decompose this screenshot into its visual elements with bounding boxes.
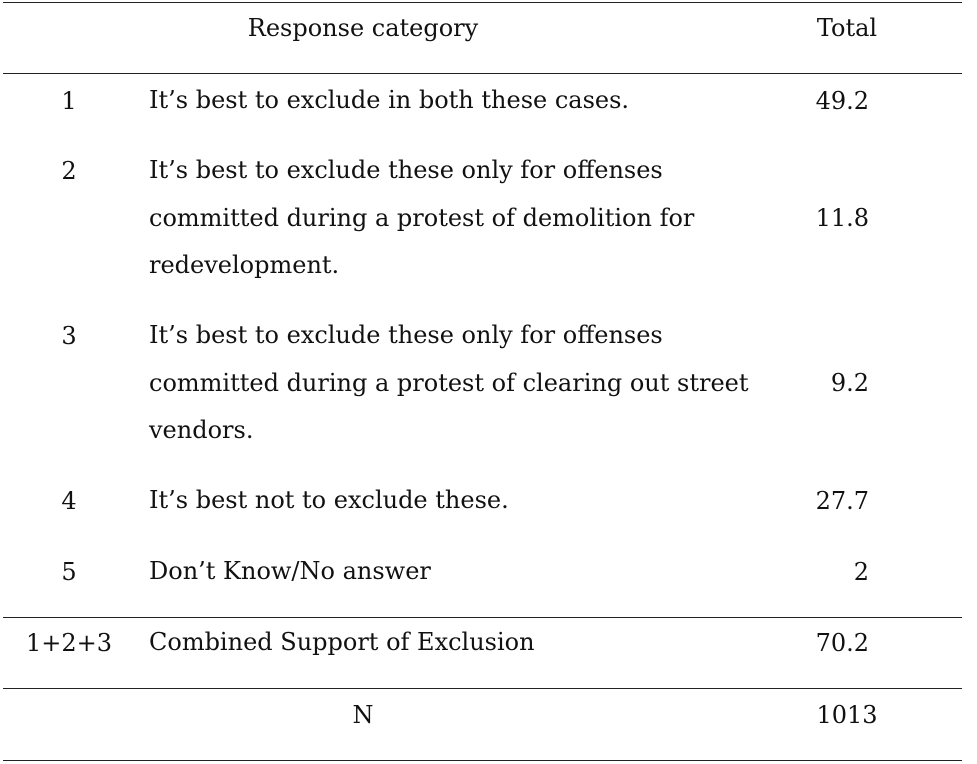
row-4-text bbox=[149, 477, 749, 525]
combined-label: Combined Support of Exclusion bbox=[149, 628, 535, 656]
row-4-text-line: It’s best not to exclude these. bbox=[149, 486, 509, 514]
row-2-text bbox=[149, 147, 749, 290]
table-top-rule bbox=[3, 2, 962, 3]
row-4-number: 4 bbox=[61, 487, 77, 515]
row-5-number: 5 bbox=[61, 558, 77, 586]
row-1-number: 1 bbox=[61, 87, 77, 115]
combined-rule bbox=[3, 617, 962, 618]
row-5-text-line: Don’t Know/No answer bbox=[149, 557, 431, 585]
row-2-text-line: redevelopment. bbox=[149, 251, 340, 279]
row-5-total: 2 bbox=[853, 558, 869, 586]
combined-number: 1+2+3 bbox=[25, 629, 113, 657]
row-3-number: 3 bbox=[61, 322, 77, 350]
response-table bbox=[3, 0, 962, 764]
row-1-total: 49.2 bbox=[815, 87, 869, 115]
row-3-text-line: vendors. bbox=[149, 416, 254, 444]
table-bottom-rule bbox=[3, 760, 962, 761]
row-2-number: 2 bbox=[61, 157, 77, 185]
row-2-text-line: committed during a protest of demolition for bbox=[149, 203, 695, 232]
row-1-text-line: It’s best to exclude in both these cases. bbox=[149, 86, 630, 114]
header-rule bbox=[3, 73, 962, 74]
row-3-text bbox=[149, 312, 749, 455]
n-label: N bbox=[352, 701, 374, 729]
n-total: 1013 bbox=[816, 701, 878, 729]
header-total: Total bbox=[816, 14, 878, 42]
combined-text bbox=[149, 619, 749, 667]
row-2-total: 11.8 bbox=[815, 204, 869, 232]
row-3-total: 9.2 bbox=[830, 369, 869, 397]
combined-total: 70.2 bbox=[815, 629, 869, 657]
row-5-text bbox=[149, 548, 749, 596]
row-3-text-line: It’s best to exclude these only for offenses bbox=[149, 321, 663, 349]
row-2-text-line: It’s best to exclude these only for offenses bbox=[149, 156, 663, 184]
row-4-total: 27.7 bbox=[815, 487, 869, 515]
header-response-category: Response category bbox=[247, 14, 479, 42]
n-rule bbox=[3, 688, 962, 689]
row-1-text bbox=[149, 77, 749, 125]
row-3-text-line: committed during a protest of clearing out street bbox=[149, 368, 749, 397]
